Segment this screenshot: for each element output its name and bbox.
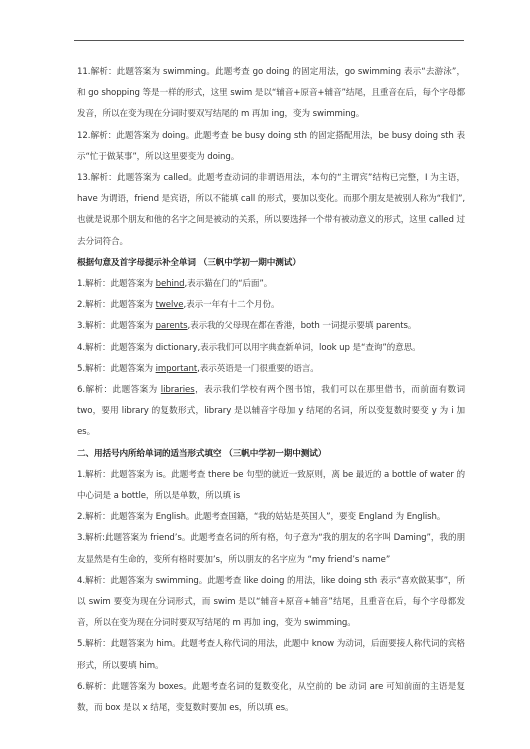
answer-explanations [77, 62, 465, 719]
section-heading-word-forms: 二、用括号内所给单词的适当形式填空 （三帆中学初一期中测试） [77, 448, 327, 459]
form-explanation-6: 6.解析：此题答案为 boxes。此题考查名词的复数变化，从空前的 be 动词 are 可知前面的主语是复数，而 box 是以 x 结尾，变复数时要加 es，所以填 es。 [77, 681, 465, 714]
explanation-12: 12.解析：此题答案为 doing。此题考查 be busy doing sth 的固定搭配用法，be busy doing sth 表示“忙于做某事”，所以这里要变为 doing。 [77, 130, 465, 162]
word-explanation-2: 2.解析：此题答案为 twelve,表示一年有十二个月份。 [77, 300, 280, 311]
word-explanation-3: 3.解析：此题答案为 parents,表示我的父母现在都在香港，both 一词提示要填 parents。 [77, 321, 417, 332]
section-heading-word-completion: 根据句意及首字母提示补全单词 （三帆中学初一期中测试） [77, 257, 301, 268]
answer-word: behind [155, 279, 185, 290]
explanation-11: 11.解析：此题答案为 swimming。此题考查 go doing 的固定用法，go swimming 表示“去游泳”，和 go shopping 等是一样的形式，这里 swim 是以“辅音+原音+辅音”结尾，且重音在后，每个字母都发音，所以在变为现在分词时要双写结尾的 m 再加 ing，变为 swimming。 [77, 67, 465, 120]
word-explanation-6: 6.解析：此题答案为 libraries，表示我们学校有两个图书馆，我们可以在那里借书，而前面有数词 two，要用 library 的复数形式，library 是以辅音字母加 y 结尾的名词，所以变复数时要变 y 为 i 加 es。 [77, 385, 465, 438]
form-explanation-4: 4.解析：此题答案为 swimming。此题考查 like doing 的用法，like doing sth 表示“喜欢做某事”，所以 swim 要变为现在分词形式，而 swim 是以“辅音+原音+辅音”结尾，且重音在后，每个字母都发音，所以在变为现在分词时要双写结尾的 m 再加 ing，变为 swimming。 [77, 575, 465, 629]
answer-word: important [155, 363, 198, 374]
form-explanation-2: 2.解析：此题答案为 English。此题考查国籍，“我的姑姑是英国人”，要变 England 为 English。 [77, 512, 446, 523]
word-explanation-4: 4.解析：此题答案为 dictionary,表示我们可以用字典查新单词，look up 是“查询”的意思。 [77, 342, 421, 353]
answer-word: parents [155, 321, 188, 332]
form-explanation-1: 1.解析：此题答案为 is。此题考查 there be 句型的就近一致原则，离 be 最近的 a bottle of water 的中心词是 a bottle，所以是单数，所以填 is [77, 469, 465, 502]
word-explanation-5: 5.解析：此题答案为 important,表示英语是一门很重要的语言。 [77, 363, 319, 374]
form-explanation-3: 3.解析:此题答案为 friend’s。此题考查名词的所有格，句子意为“我的朋友的名字叫 Daming”，我的朋友显然是有生命的，变所有格时要加’s，所以朋友的名字应为 “my friend’s name” [77, 533, 465, 565]
answer-word: libraries [160, 385, 195, 396]
form-explanation-5: 5.解析：此题答案为 him。此题考查人称代词的用法，此题中 know 为动词，后面要接人称代词的宾格形式，所以要填 him。 [77, 639, 465, 671]
header-rule [74, 40, 464, 41]
word-explanation-1: 1.解析：此题答案为 behind,表示猫在门的“后面”。 [77, 279, 273, 290]
explanation-13: 13.解析：此题答案为 called。此题考查动词的非谓语用法，本句的“主谓宾”结构已完整，I 为主语，have 为谓语，friend 是宾语，所以不能填 call 的形式，要加以变化。而那个朋友是被别人称为“我们”,也就是说那个朋友和他的名字之间是被动的关系，所以要选择一个带有被动意义的形式，这里 called 过去分词符合。 [77, 173, 465, 247]
answer-word: twelve [155, 300, 184, 311]
